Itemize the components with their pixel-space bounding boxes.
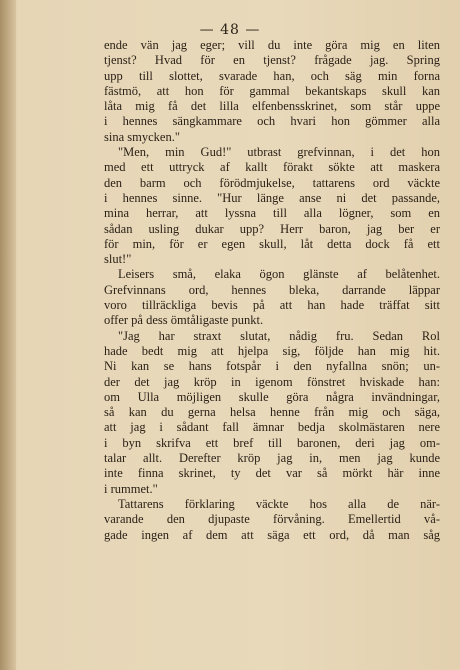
page-spine-shadow [0, 0, 16, 670]
text-line: låta mig få det lilla elfenbensskrinet, som står uppe [104, 99, 440, 114]
text-line: Grefvinnans ord, hennes bleka, darrande läppar [104, 282, 440, 297]
text-line: offer på dess ömtåligaste punkt. [104, 313, 264, 328]
text-line: Leisers små, elaka ögon glänste af belåtenhet. [118, 267, 440, 282]
text-line: upp till slottet, svarade han, och säg min forna [104, 68, 440, 83]
text-line: talar allt. Derefter kröp jag in, men jag kunde [104, 451, 440, 466]
text-line: tjenst? Hvad för en tjenst? frågade jag. Spring [104, 53, 440, 68]
text-line: Tattarens förklaring väckte hos alla de när- [118, 496, 440, 511]
text-line: Ni kan se hans fotspår i den nyfallna snön; un- [104, 359, 440, 374]
text-line: i hennes sinne. "Hur länge anse ni det passande, [104, 190, 440, 205]
text-line: inte finna skrinet, ty det var så mörkt här inne [104, 466, 440, 481]
page-number-header: — 48 — [199, 22, 261, 38]
text-line: för min, för er egen skull, låt detta dock få ett [104, 236, 440, 251]
text-line: slut!" [104, 252, 132, 267]
body-text [104, 38, 440, 543]
text-line: om Ulla möjligen skulle göra några invändningar, [104, 389, 440, 404]
text-line: i rummet." [104, 481, 158, 496]
text-line: så kan du gerna helsa henne från mig och säga, [104, 405, 440, 420]
text-line: "Men, min Gud!" utbrast grefvinnan, i det hon [118, 145, 440, 160]
text-line: der det jag kröp in igenom fönstret hviskade han: [104, 374, 440, 389]
text-line: sådan usling dukar upp? Herr baron, jag ber er [104, 221, 440, 236]
text-line: ende vän jag eger; vill du inte göra mig en liten [104, 38, 440, 52]
text-line: "Jag har straxt slutat, nådig fru. Sedan Rol [118, 328, 440, 343]
text-line: voro tillräckliga bevis på att han hade träffat sitt [104, 298, 440, 313]
text-line: sina smycken." [104, 129, 180, 144]
text-line: den barm och förödmjukelse, tattarens ord väckte [104, 175, 440, 190]
text-line: att jag i sådant fall ämnar bedja skolmästaren nere [104, 420, 440, 435]
text-line: varande den djupaste förvåning. Emellertid vå- [104, 512, 440, 527]
text-line: fästmö, att hon för gammal bekantskaps skull kan [104, 83, 440, 98]
text-line: i byn skrifva ett bref till baronen, deri jag om- [104, 435, 440, 450]
text-line: gade ingen af dem att säga ett ord, då man såg [104, 527, 440, 542]
text-line: hade bedt mig att hjelpa sig, följde han mig hit. [104, 343, 440, 358]
text-line: i hennes sängkammare och hvari hon gömmer alla [104, 114, 440, 129]
text-line: med ett uttryck af kallt förakt sökte att maskera [104, 160, 440, 175]
text-line: mina herrar, att lyssna till alla lögner, som en [104, 206, 440, 221]
